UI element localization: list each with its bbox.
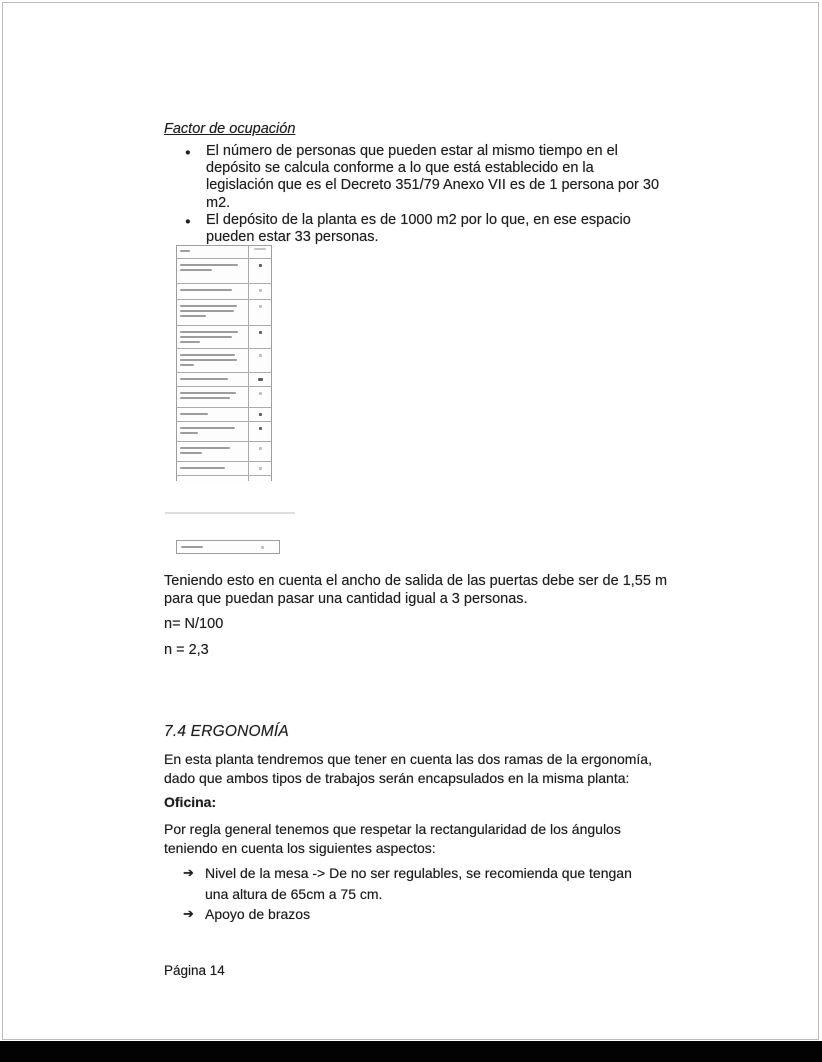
subheading-oficina: Oficina: bbox=[164, 794, 217, 810]
bullet-text: El depósito de la planta es de 1000 m2 por lo que, en ese espacio pueden estar 33 personas. bbox=[206, 211, 631, 246]
image-separator-line bbox=[165, 512, 295, 514]
arrow-item-text: Apoyo de brazos bbox=[205, 906, 311, 922]
arrow-item-text: Nivel de la mesa -> De no ser regulables, se recomienda que tengan una altura de 65cm a 75 cm. bbox=[205, 865, 632, 902]
heading-ergonomia: 7.4 ERGONOMÍA bbox=[164, 723, 289, 740]
list-item bbox=[164, 904, 654, 925]
page-number-footer: Página 14 bbox=[164, 963, 225, 978]
list-item bbox=[164, 212, 664, 246]
paragraph-puertas: Teniendo esto en cuenta el ancho de salida de las puertas debe ser de 1,55 m para que puedan pasar una cantidad igual a 3 personas. bbox=[164, 573, 668, 607]
heading-factor-de-ocupacion: Factor de ocupación bbox=[164, 121, 296, 137]
bullet-icon: ● bbox=[185, 147, 191, 158]
arrow-list bbox=[164, 863, 654, 925]
bullet-icon: ● bbox=[185, 215, 191, 227]
list-item bbox=[164, 863, 654, 904]
arrow-icon: ➔ bbox=[183, 906, 194, 921]
embedded-table-row-image bbox=[176, 540, 280, 554]
bottom-black-bar bbox=[0, 1041, 822, 1062]
bullet-list bbox=[164, 143, 664, 246]
list-item bbox=[164, 143, 664, 212]
paragraph-regla-general: Por regla general tenemos que respetar la rectangularidad de los ángulos teniendo en cuenta los siguientes aspectos: bbox=[164, 821, 621, 856]
paragraph-ergonomia-intro: En esta planta tendremos que tener en cuenta las dos ramas de la ergonomía, dado que ambos tipos de trabajos serán encapsulados en la misma planta: bbox=[164, 751, 652, 786]
bullet-text: El número de personas que pueden estar al mismo tiempo en el depósito se calcula conforme a lo que está establecido en la legislación que es el Decreto 351/79 Anexo VII es de 1 persona por 30 m2. bbox=[206, 143, 660, 211]
formula-n-sobre-100: n= N/100 bbox=[164, 616, 224, 632]
formula-n-igual-2-3: n = 2,3 bbox=[164, 642, 209, 658]
embedded-table-image bbox=[176, 245, 272, 481]
arrow-icon: ➔ bbox=[183, 865, 194, 880]
